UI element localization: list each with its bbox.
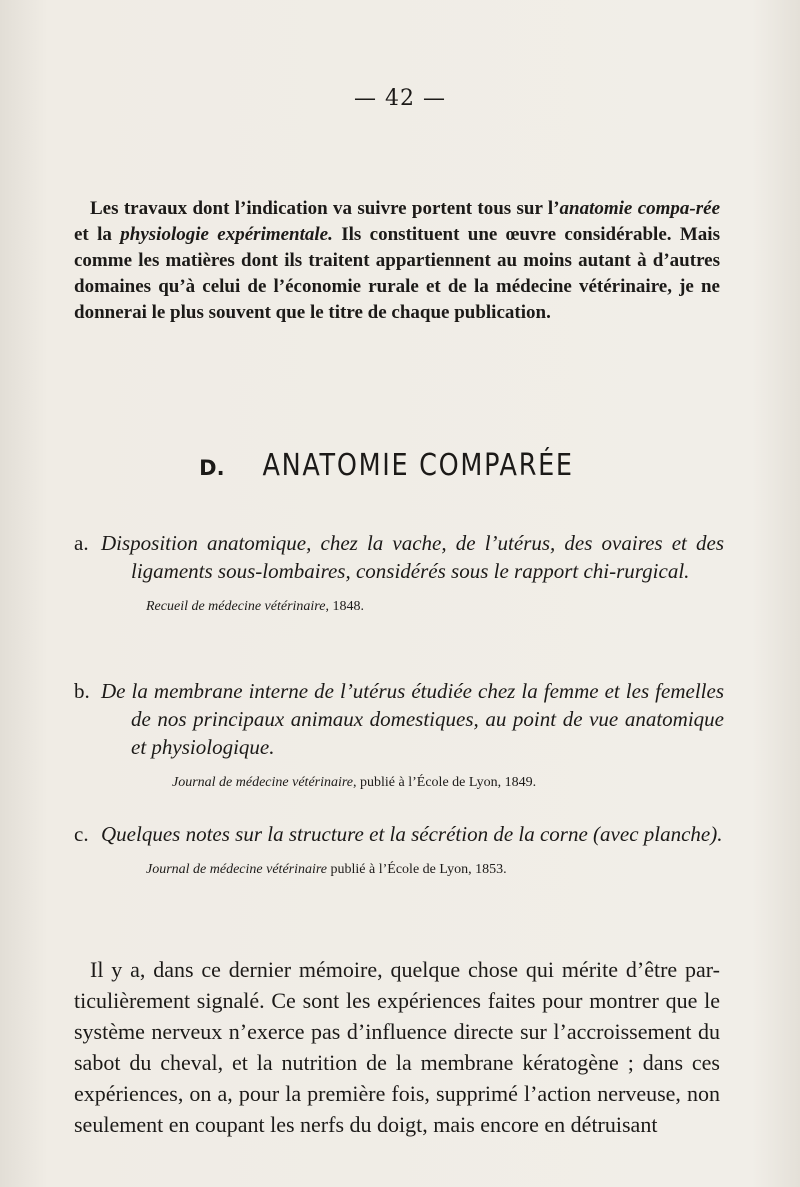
- entry-title: Disposition anatomique, chez la vache, de l’utérus, des ovaires et des ligaments sous-lombaires, considérés sous le rapport chi-rurgical.: [101, 531, 724, 583]
- source-details: , publié à l’École de Lyon, 1849.: [353, 775, 537, 790]
- entry-letter: c.: [74, 822, 89, 846]
- intro-text-3: Ils constituent une œuvre considérable. Mais comme les matières dont ils traitent appartiennent au moins autant à d’autres domaines qu’à celui de l’économie rurale et de la médecine vétérinaire, je ne donnerai le plus souvent que le titre de chaque publication.: [74, 224, 720, 323]
- source-details: , 1848.: [325, 599, 364, 614]
- publication-entry-c: [74, 820, 724, 878]
- source-journal: Journal de médecine vétérinaire: [146, 862, 328, 877]
- entry-title: Quelques notes sur la structure et la sécrétion de la corne (avec planche).: [101, 822, 723, 846]
- body-paragraph: Il y a, dans ce dernier mémoire, quelque chose qui mérite d’être par-ticulièrement signalé. Ce sont les expériences faites pour montrer que le système nerveux n’exerce pas d’influence directe sur l’accroissement du sabot du cheval, et la nutrition de la membrane kératogène ; dans ces expériences, on a, pour la première fois, supprimé l’action nerveuse, non seulement en coupant les nerfs du doigt, mais encore en détruisant: [74, 957, 720, 1137]
- entry-source: [74, 775, 724, 791]
- entry-title: De la membrane interne de l’utérus étudiée chez la femme et les femelles de nos principaux animaux domestiques, au point de vue anatomique et physiologique.: [101, 679, 724, 759]
- source-details: publié à l’École de Lyon, 1853.: [327, 862, 507, 877]
- entry-letter: b.: [74, 679, 90, 703]
- entry-heading: [74, 677, 724, 761]
- publication-entry-a: [74, 529, 724, 615]
- section-title: ANATOMIE COMPARÉE: [262, 448, 574, 483]
- publication-entry-b: [74, 677, 724, 791]
- entry-source: [74, 862, 724, 878]
- section-letter: D.: [199, 456, 225, 480]
- intro-emphasis-1: anatomie compa-rée: [559, 198, 720, 219]
- page-number: — 42 —: [354, 86, 446, 111]
- intro-paragraph: [74, 196, 720, 326]
- entry-heading: [74, 820, 724, 848]
- entry-source: [74, 599, 724, 615]
- entry-heading: [74, 529, 724, 585]
- intro-emphasis-2: physiologie expérimentale.: [120, 224, 333, 245]
- source-journal: Recueil de médecine vétérinaire: [146, 599, 326, 614]
- source-journal: Journal de médecine vétérinaire: [172, 775, 354, 790]
- intro-text-2: et la: [74, 224, 121, 245]
- intro-text-1: Les travaux dont l’indication va suivre portent tous sur l’: [90, 198, 560, 219]
- entry-letter: a.: [74, 531, 89, 555]
- section-heading: [0, 448, 800, 483]
